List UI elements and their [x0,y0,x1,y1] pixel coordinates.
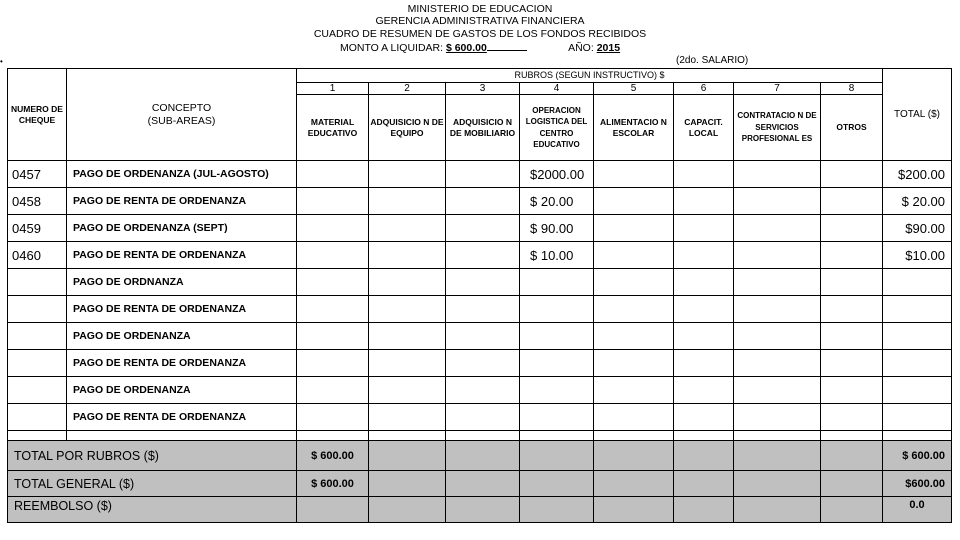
total-general-col1: $ 600.00 [297,471,369,497]
concepto-cell: PAGO DE RENTA DE ORDENANZA [67,404,297,431]
total-general-label: TOTAL GENERAL ($) [8,471,297,497]
rubro4-cell [520,296,594,323]
cheque-cell: 0459 [8,215,67,242]
total-cell [883,296,952,323]
table-row [8,188,952,215]
total-general-total: $600.00 [883,471,952,497]
cheque-cell [8,350,67,377]
rubro4-cell [520,377,594,404]
total-cell: $200.00 [883,161,952,188]
col-label-8: OTROS [821,95,883,161]
expense-summary-table [7,68,952,523]
header-numero-cheque: NUMERO DE CHEQUE [8,69,67,161]
monto-line [0,41,960,54]
table-row [8,242,952,269]
total-cell [883,323,952,350]
cheque-cell: 0460 [8,242,67,269]
concepto-cell: PAGO DE RENTA DE ORDENANZA [67,296,297,323]
col-label-3: ADQUISICIO N DE MOBILIARIO [446,95,520,161]
col-label-7: CONTRATACIO N DE SERVICIOS PROFESIONAL ES [734,95,821,161]
col-num-8: 8 [821,83,883,95]
spacer-row [8,431,952,441]
col-num-7: 7 [734,83,821,95]
col-label-2: ADQUISICIO N DE EQUIPO [369,95,446,161]
table-row [8,215,952,242]
table-row [8,296,952,323]
col-num-2: 2 [369,83,446,95]
cheque-cell: 0457 [8,161,67,188]
rubro4-cell [520,404,594,431]
concepto-cell: PAGO DE ORDENANZA [67,377,297,404]
header-concepto [67,69,297,161]
total-general-row [8,471,952,497]
total-cell: $90.00 [883,215,952,242]
concepto-cell: PAGO DE ORDENANZA (SEPT) [67,215,297,242]
col-label-6: CAPACIT. LOCAL [674,95,734,161]
rubro4-cell [520,323,594,350]
table-row [8,350,952,377]
total-cell [883,377,952,404]
salario-note: (2do. SALARIO) [676,55,749,66]
cheque-cell [8,296,67,323]
header-total: TOTAL ($) [883,69,952,161]
reembolso-total: 0.0 [883,497,952,523]
cheque-cell: 0458 [8,188,67,215]
header-subareas-label: (SUB-AREAS) [147,114,216,127]
reembolso-row [8,497,952,523]
concepto-cell: PAGO DE ORDENANZA (JUL-AGOSTO) [67,161,297,188]
total-cell: $ 20.00 [883,188,952,215]
table-row [8,404,952,431]
cheque-cell [8,269,67,296]
total-por-rubros-col1: $ 600.00 [297,441,369,471]
table-row [8,377,952,404]
total-por-rubros-label: TOTAL POR RUBROS ($) [8,441,297,471]
margin-marker: • [0,57,3,66]
col-num-1: 1 [297,83,369,95]
table-row [8,161,952,188]
total-cell [883,269,952,296]
header-rubros: RUBROS (SEGUN INSTRUCTIVO) $ [297,69,883,83]
col-num-4: 4 [520,83,594,95]
cheque-cell [8,377,67,404]
concepto-cell: PAGO DE RENTA DE ORDENANZA [67,242,297,269]
rubro4-cell: $ 90.00 [520,215,594,242]
col-num-5: 5 [594,83,674,95]
total-por-rubros-total: $ 600.00 [883,441,952,471]
ministry-title: MINISTERIO DE EDUCACION [407,3,553,15]
monto-value: $ 600.00 [445,42,487,54]
table-row [8,269,952,296]
col-num-3: 3 [446,83,520,95]
total-cell: $10.00 [883,242,952,269]
total-por-rubros-row [8,441,952,471]
concepto-cell: PAGO DE ORDNANZA [67,269,297,296]
rubro4-cell: $ 10.00 [520,242,594,269]
cheque-cell [8,404,67,431]
anio-label: AÑO: [568,42,594,54]
rubro4-cell: $2000.00 [520,161,594,188]
rubro4-cell [520,350,594,377]
document-title: CUADRO DE RESUMEN DE GASTOS DE LOS FONDOS RECIBIDOS [313,28,647,40]
monto-label: MONTO A LIQUIDAR: [339,42,444,54]
concepto-cell: PAGO DE ORDENANZA [67,323,297,350]
rubro4-cell: $ 20.00 [520,188,594,215]
concepto-cell: PAGO DE RENTA DE ORDENANZA [67,188,297,215]
total-cell [883,350,952,377]
col-label-1: MATERIAL EDUCATIVO [297,95,369,161]
anio-value: 2015 [596,42,621,54]
department-title: GERENCIA ADMINISTRATIVA FINANCIERA [375,15,585,27]
header-concepto-label: CONCEPTO [151,101,212,114]
col-num-6: 6 [674,83,734,95]
rubro4-cell [520,269,594,296]
col-label-5: ALIMENTACIO N ESCOLAR [594,95,674,161]
table-row [8,323,952,350]
cheque-cell [8,323,67,350]
col-label-4: OPERACION LOGISTICA DEL CENTRO EDUCATIVO [520,95,594,161]
reembolso-label: REEMBOLSO ($) [8,497,297,523]
concepto-cell: PAGO DE RENTA DE ORDENANZA [67,350,297,377]
total-cell [883,404,952,431]
